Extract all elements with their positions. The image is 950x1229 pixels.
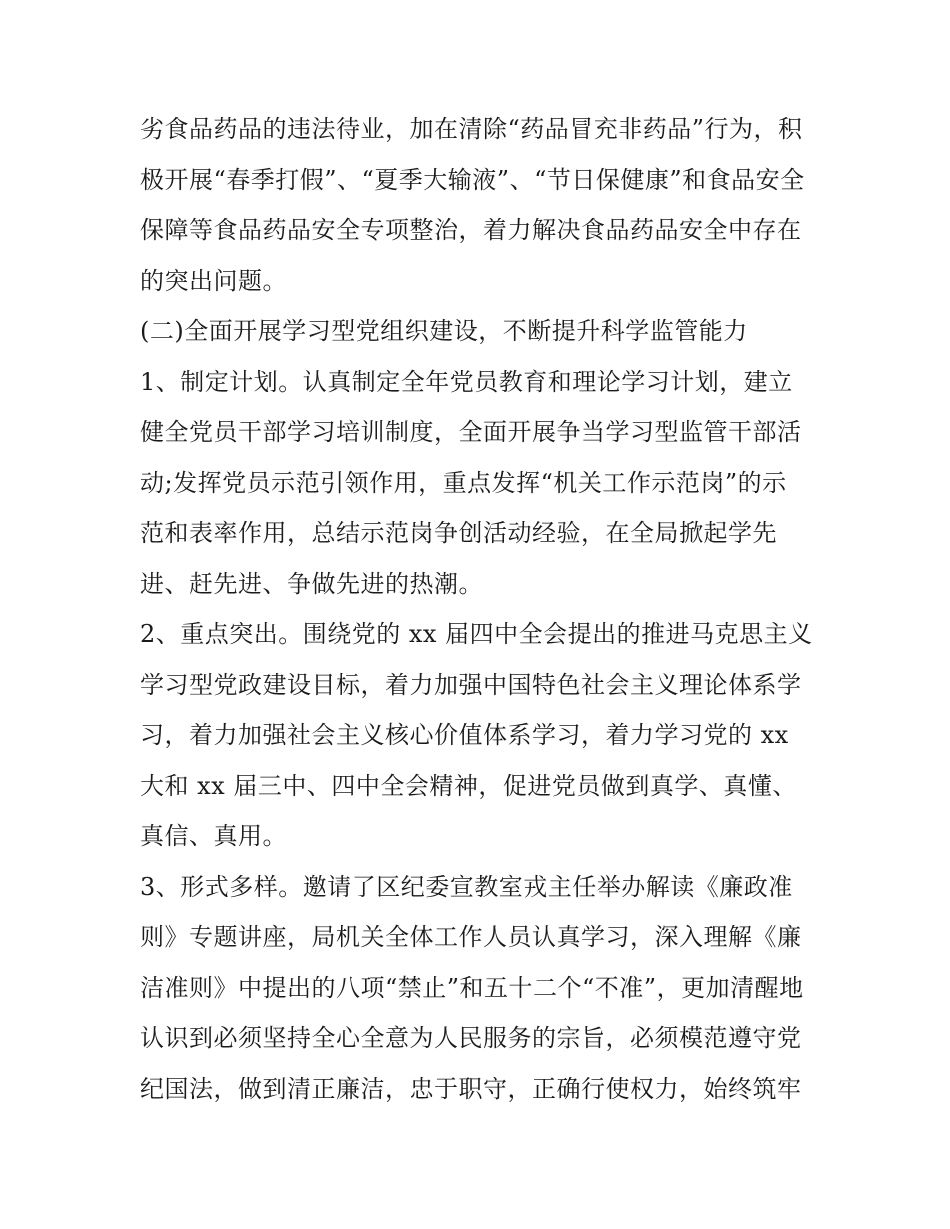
text-line: 动;发挥党员示范引领作用，重点发挥“机关工作示范岗”的示	[140, 468, 787, 497]
text-line: 则》专题讲座，局机关全体工作人员认真学习，深入理解《廉	[140, 923, 802, 951]
text-line: 3、形式多样。邀请了区纪委宣教室戎主任举办解读《廉政准	[140, 872, 793, 901]
text-line: 习，着力加强社会主义核心价值体系学习，着力学习党的 xx	[140, 721, 789, 749]
text-line: 范和表率作用，总结示范岗争创活动经验，在全局掀起学先	[140, 519, 777, 547]
document-body	[140, 104, 830, 1114]
text-line: 学习型党政建设目标，着力加强中国特色社会主义理论体系学	[140, 670, 802, 699]
text-line: 的突出问题。	[140, 266, 287, 295]
text-line: 保障等食品药品安全专项整治，着力解决食品药品安全中存在	[140, 216, 802, 244]
text-line: 1、制定计划。认真制定全年党员教育和理论学习计划，建立	[140, 367, 793, 396]
text-line: 劣食品药品的违法待业，加在清除“药品冒充非药品”行为，积	[140, 115, 803, 143]
text-line: 真信、真用。	[140, 822, 287, 850]
text-line: 健全党员干部学习培训制度，全面开展争当学习型监管干部活	[140, 418, 802, 446]
text-line: 2、重点突出。围绕党的 xx 届四中全会提出的推进马克思主义	[140, 620, 813, 648]
text-line: 纪国法，做到清正廉洁，忠于职守，正确行使权力，始终筑牢	[140, 1074, 802, 1103]
section-heading: (二)全面开展学习型党组织建设，不断提升科学监管能力	[140, 317, 748, 345]
text-line: 认识到必须坚持全心全意为人民服务的宗旨，必须模范遵守党	[140, 1024, 802, 1052]
text-line: 进、赶先进、争做先进的热潮。	[140, 569, 483, 598]
text-line: 洁准则》中提出的八项“禁止”和五十二个“不准”，更加清醒地	[140, 973, 804, 1002]
text-line: 大和 xx 届三中、四中全会精神，促进党员做到真学、真懂、	[140, 771, 797, 800]
text-line: 极开展“春季打假”、“夏季大输液”、“节日保健康”和食品安全	[140, 165, 805, 194]
